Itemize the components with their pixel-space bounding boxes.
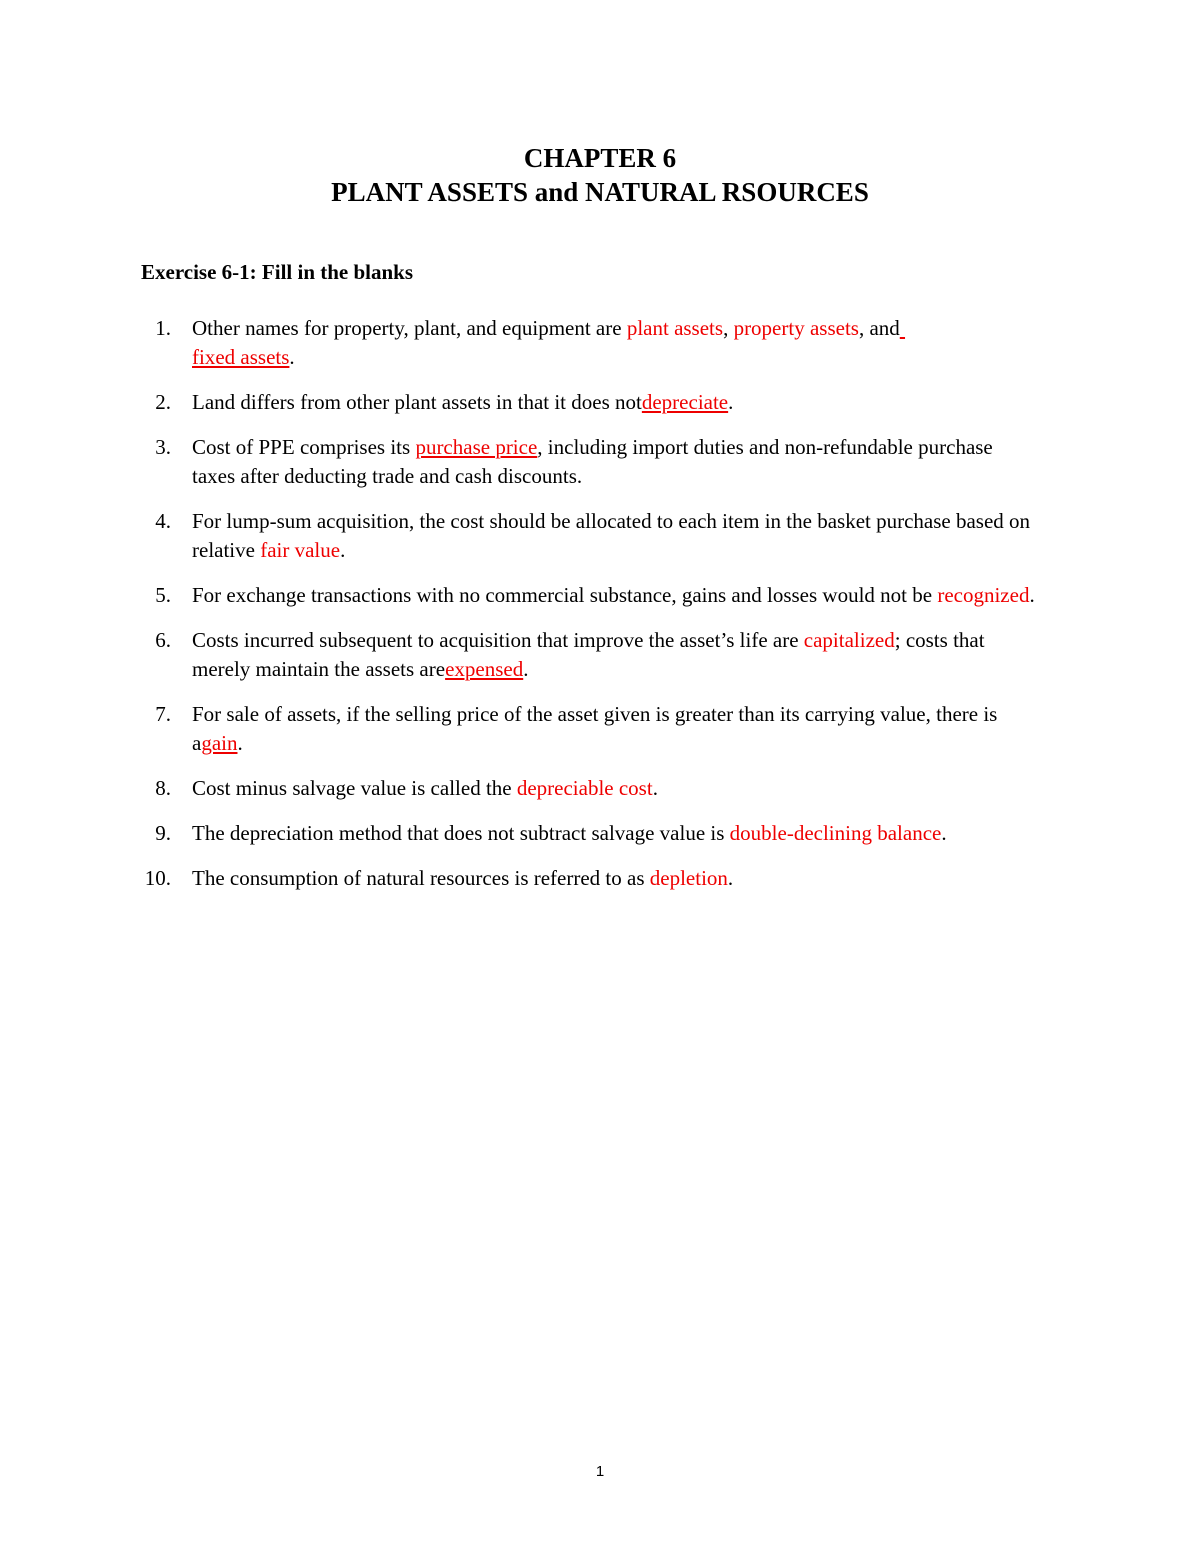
question-text: . — [727, 866, 734, 890]
question-9 — [141, 819, 1041, 848]
answer-depreciate: depreciate — [641, 390, 729, 414]
question-text: For exchange transactions with no commercial substance, gains and losses would not be — [192, 583, 938, 607]
question-6 — [141, 626, 1041, 684]
question-list — [141, 314, 1041, 909]
question-text: Costs incurred subsequent to acquisition that improve the asset’s life are — [192, 628, 804, 652]
question-5 — [141, 581, 1041, 610]
question-text: , and — [858, 316, 900, 340]
question-text: For lump-sum acquisition, the cost should be allocated to each item in the basket purchase based on relative — [192, 509, 1031, 562]
question-text: For sale of assets, if the selling price of the asset given is greater than its carrying value, there is a — [192, 702, 998, 755]
question-text: ; costs that merely maintain the assets are — [192, 628, 985, 681]
question-number: 1. — [155, 316, 171, 340]
question-text: . — [941, 821, 947, 845]
question-1 — [141, 314, 1041, 372]
question-2 — [141, 388, 1041, 417]
question-number: 3. — [155, 435, 171, 459]
chapter-number: CHAPTER 6 — [523, 143, 677, 173]
question-text: . — [728, 390, 734, 414]
question-text: The depreciation method that does not subtract salvage value is — [192, 821, 730, 845]
question-text: . — [652, 776, 658, 800]
answer-gain: gain — [201, 731, 238, 755]
answer-depreciable-cost: depreciable cost — [516, 776, 653, 800]
answer-purchase-price: purchase price — [415, 435, 538, 459]
answer-property-assets: property assets — [733, 316, 859, 340]
exercise-heading: Exercise 6-1: Fill in the blanks — [141, 260, 414, 284]
answer-double-declining-balance: double-declining balance — [729, 821, 942, 845]
answer-blank-line — [900, 316, 905, 340]
question-number: 10. — [144, 866, 171, 890]
question-number: 4. — [155, 509, 171, 533]
chapter-title: PLANT ASSETS and NATURAL RSOURCES — [331, 177, 869, 207]
answer-fixed-assets: fixed assets — [192, 345, 290, 369]
question-number: 7. — [155, 702, 171, 726]
question-text: Cost of PPE comprises its — [192, 435, 416, 459]
question-text: . — [340, 538, 346, 562]
question-text: , — [723, 316, 734, 340]
question-text: . — [523, 657, 529, 681]
answer-fair-value: fair value — [260, 538, 341, 562]
question-text: , including import duties and non-refundable purchase taxes after deducting trade and cash discounts. — [192, 435, 993, 488]
answer-expensed: expensed — [445, 657, 524, 681]
question-text: The consumption of natural resources is referred to as — [192, 866, 650, 890]
answer-plant-assets: plant assets — [626, 316, 724, 340]
answer-capitalized: capitalized — [803, 628, 895, 652]
question-8 — [141, 774, 1041, 803]
question-text: . — [289, 345, 295, 369]
question-text: Cost minus salvage value is called the — [192, 776, 517, 800]
question-text: . — [1029, 583, 1035, 607]
question-text: Land differs from other plant assets in that it does not — [192, 390, 642, 414]
question-number: 5. — [155, 583, 171, 607]
question-4 — [141, 507, 1041, 565]
question-number: 9. — [155, 821, 171, 845]
question-text: . — [237, 731, 243, 755]
page-number: 1 — [595, 1463, 605, 1480]
question-10 — [141, 864, 1041, 893]
question-number: 2. — [155, 390, 171, 414]
question-3 — [141, 433, 1041, 491]
question-text: Other names for property, plant, and equipment are — [192, 316, 627, 340]
question-number: 6. — [155, 628, 171, 652]
question-number: 8. — [155, 776, 171, 800]
answer-depletion: depletion — [649, 866, 728, 890]
answer-recognized: recognized — [937, 583, 1030, 607]
question-7 — [141, 700, 1041, 758]
